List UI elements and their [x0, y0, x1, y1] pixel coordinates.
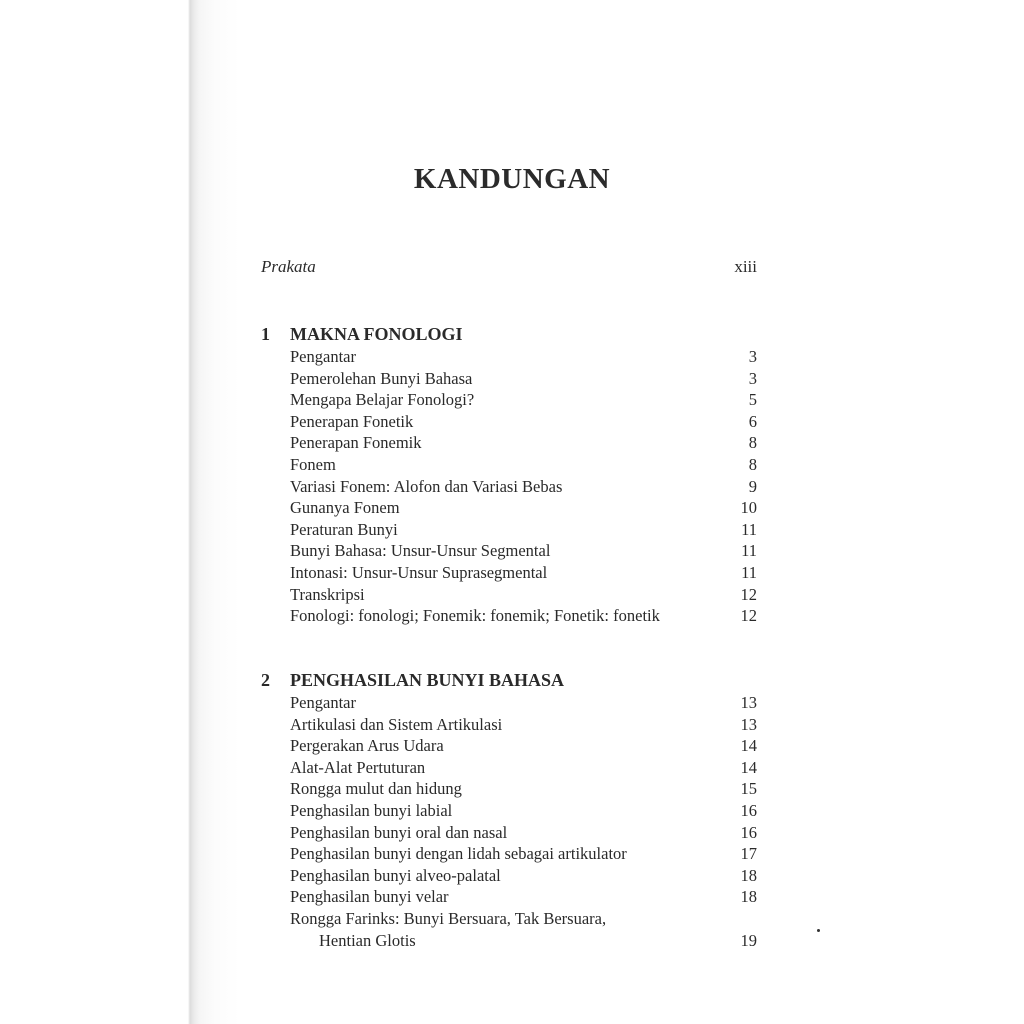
toc-entry-label: Penghasilan bunyi alveo-palatal [290, 865, 501, 885]
toc-entry-page: 11 [741, 519, 757, 539]
toc-entry-label: Penerapan Fonetik [290, 411, 414, 431]
toc-entry [261, 411, 757, 433]
toc-entry-prakata [261, 257, 757, 277]
toc-entry-label: Prakata [261, 257, 316, 276]
toc-entry-label: Transkripsi [290, 584, 365, 604]
toc-entry-label: Fonem [290, 454, 336, 474]
toc-entry-label: Penerapan Fonemik [290, 433, 422, 453]
toc-entry-label: Pengantar [290, 347, 356, 366]
toc-entry [261, 822, 757, 844]
toc-entry [261, 735, 757, 757]
toc-entry-page: 13 [740, 714, 757, 734]
toc-entry-label-continued: Hentian Glotis [319, 930, 416, 950]
toc-entry-label: Penghasilan bunyi velar [290, 887, 449, 907]
toc-entry [261, 389, 757, 411]
chapter-2 [261, 668, 757, 951]
toc-entry [261, 605, 757, 627]
toc-entry-label: Rongga mulut dan hidung [290, 779, 462, 799]
toc-entry-page: 11 [741, 562, 757, 582]
toc-entry [261, 454, 757, 476]
toc-entry-label: Penghasilan bunyi dengan lidah sebagai artikulator [290, 844, 627, 864]
toc-entry-page: 16 [740, 800, 757, 820]
toc-entry [261, 800, 757, 822]
toc-entry-page: 8 [748, 433, 757, 453]
toc-entry [261, 584, 757, 606]
chapter-1 [261, 322, 757, 627]
toc-entry-label: Peraturan Bunyi [290, 519, 398, 539]
toc-entry-label: Gunanya Fonem [290, 498, 400, 518]
toc-entry-page: 19 [740, 930, 757, 950]
toc-entry-page: xiii [734, 257, 757, 276]
toc-entry-page: 15 [740, 779, 757, 799]
toc-entry-page: 13 [740, 693, 757, 712]
toc-entry-page: 5 [748, 390, 757, 410]
page-title: KANDUNGAN [413, 163, 611, 195]
toc-entry-label: Fonologi: fonologi; Fonemik: fonemik; Fonetik: fonetik [290, 606, 660, 626]
toc-entry-page: 12 [740, 606, 757, 626]
toc-entry [261, 865, 757, 887]
toc-entry [261, 562, 757, 584]
toc-entry-label: Pengantar [290, 693, 356, 712]
toc-entry-page: 14 [740, 736, 757, 756]
toc-entry [261, 497, 757, 519]
toc-entry-label: Alat-Alat Pertuturan [290, 757, 426, 777]
toc-entry-label: Pemerolehan Bunyi Bahasa [290, 368, 473, 388]
toc-entry-label: Mengapa Belajar Fonologi? [290, 390, 475, 410]
toc-entry-page: 18 [740, 887, 757, 907]
toc-entry-multiline [261, 908, 757, 951]
chapter-heading [261, 322, 757, 346]
toc-entry-page: 12 [740, 584, 757, 604]
toc-entry [261, 540, 757, 562]
toc-entry-page: 16 [740, 822, 757, 842]
toc-entry-label: Penghasilan bunyi labial [290, 800, 453, 820]
toc-entry [261, 778, 757, 800]
toc-entry-label: Variasi Fonem: Alofon dan Variasi Bebas [290, 476, 563, 496]
chapter-number: 2 [261, 670, 270, 690]
toc-entry-page: 3 [748, 368, 757, 388]
toc-entry-label: Intonasi: Unsur-Unsur Suprasegmental [290, 562, 548, 582]
toc-entry [261, 368, 757, 390]
chapter-entries [261, 692, 757, 951]
toc-entry-label: Pergerakan Arus Udara [290, 736, 444, 756]
toc-entry [261, 519, 757, 541]
scan-speck [817, 929, 820, 932]
toc-entry-page: 11 [741, 541, 757, 561]
toc-entry-page: 9 [748, 476, 757, 496]
chapter-heading [261, 668, 757, 692]
toc-entry-label: Rongga Farinks: Bunyi Bersuara, Tak Bersuara, [290, 908, 607, 928]
toc-entry-page: 17 [740, 844, 757, 864]
toc-entry-page: 8 [748, 454, 757, 474]
toc-entry-page: 10 [740, 498, 757, 518]
chapter-number: 1 [261, 324, 270, 344]
chapter-title: PENGHASILAN BUNYI BAHASA [290, 670, 565, 690]
toc-entry-label: Penghasilan bunyi oral dan nasal [290, 822, 508, 842]
toc-entry [261, 843, 757, 865]
toc-entry-label: Artikulasi dan Sistem Artikulasi [290, 714, 503, 734]
toc-entry [261, 692, 757, 714]
toc-entry [261, 886, 757, 908]
toc-entry [261, 714, 757, 736]
toc-entry [261, 757, 757, 779]
toc-entry [261, 476, 757, 498]
toc-entry-page: 14 [740, 757, 757, 777]
toc-entry-label: Bunyi Bahasa: Unsur-Unsur Segmental [290, 541, 551, 561]
toc-entry [261, 346, 757, 368]
toc-entry-page: 3 [748, 347, 757, 366]
chapter-entries [261, 346, 757, 627]
toc-entry-page: 18 [740, 865, 757, 885]
chapter-title: MAKNA FONOLOGI [290, 324, 463, 344]
toc-entry-page: 6 [748, 411, 757, 431]
toc-entry [261, 432, 757, 454]
